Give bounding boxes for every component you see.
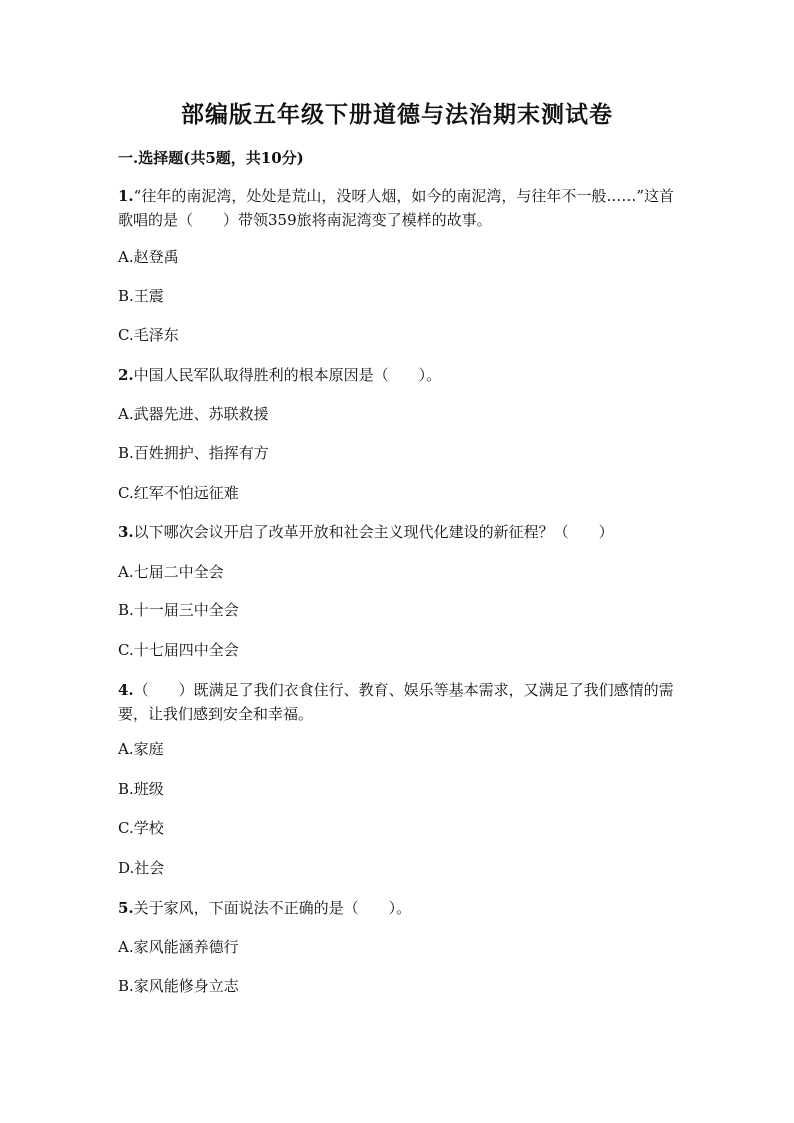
- question-3: [118, 520, 688, 544]
- question-number: 4.: [118, 681, 134, 699]
- question-number: 3.: [118, 523, 134, 541]
- question-text: “往年的南泥湾，处处是荒山，没呀人烟，如今的南泥湾，与往年不一般……”这首歌唱的是（ ）带领359旅将南泥湾变了模样的故事。: [118, 187, 675, 229]
- option-5a: A.家风能涵养德行: [118, 938, 239, 956]
- option-4d: D.社会: [118, 859, 165, 877]
- option-5b: B.家风能修身立志: [118, 977, 239, 995]
- question-text: 关于家风，下面说法不正确的是（ ）。: [133, 899, 412, 917]
- option-2c: C.红军不怕远征难: [118, 484, 239, 502]
- option-1b: B.王震: [118, 287, 164, 305]
- question-5: [118, 896, 688, 920]
- option-1a: A.赵登禹: [118, 248, 179, 266]
- exam-title: 部编版五年级下册道德与法治期末测试卷: [181, 101, 613, 128]
- question-number: 2.: [118, 366, 134, 384]
- option-4a: A.家庭: [118, 740, 164, 758]
- question-number: 1.: [118, 187, 134, 205]
- option-2b: B.百姓拥护、指挥有方: [118, 444, 269, 462]
- section-heading: 一.选择题(共5题，共10分): [118, 149, 304, 167]
- option-3a: A.七届二中全会: [118, 563, 224, 581]
- option-1c: C.毛泽东: [118, 326, 179, 344]
- question-4: [118, 678, 688, 726]
- option-4c: C.学校: [118, 819, 164, 837]
- question-text: （ ）既满足了我们衣食住行、教育、娱乐等基本需求，又满足了我们感情的需要，让我们感到安全和幸福。: [118, 681, 674, 723]
- question-text: 中国人民军队取得胜利的根本原因是（ ）。: [133, 366, 442, 384]
- option-2a: A.武器先进、苏联救援: [118, 405, 269, 423]
- option-4b: B.班级: [118, 780, 164, 798]
- option-3b: B.十一届三中全会: [118, 601, 239, 619]
- question-1: [118, 184, 688, 232]
- option-3c: C.十七届四中全会: [118, 641, 239, 659]
- question-2: [118, 363, 688, 387]
- question-text: 以下哪次会议开启了改革开放和社会主义现代化建设的新征程？（ ）: [133, 523, 614, 541]
- question-number: 5.: [118, 899, 134, 917]
